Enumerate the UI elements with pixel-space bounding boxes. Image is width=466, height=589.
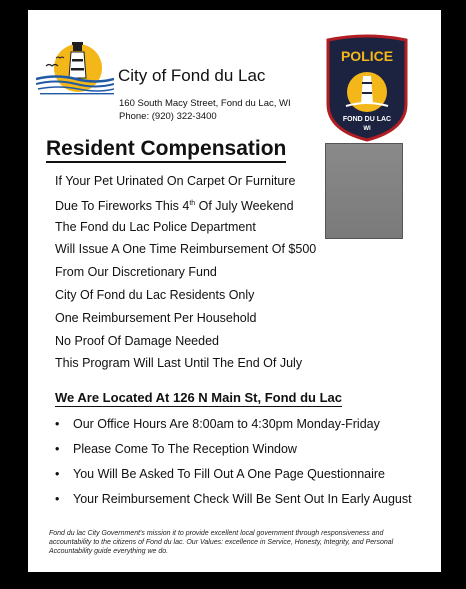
list-item-text: You Will Be Asked To Fill Out A One Page Questionnaire <box>73 467 385 481</box>
bullet-icon: • <box>55 492 60 506</box>
info-line: This Program Will Last Until The End Of July <box>55 356 303 371</box>
info-line: The Fond du Lac Police Department <box>55 219 256 234</box>
badge-state: WI <box>363 126 371 132</box>
info-lines <box>55 170 316 375</box>
badge-bottom-text: FOND DU LAC <box>342 116 392 123</box>
page-title: Resident Compensation <box>46 137 286 163</box>
list-item <box>55 462 412 487</box>
address: 160 South Macy Street, Fond du Lac, WI <box>119 98 291 109</box>
info-line: Will Issue A One Time Reimbursement Of $500 <box>55 242 317 257</box>
instructions-list <box>55 412 412 512</box>
bullet-icon: • <box>55 467 60 481</box>
info-line: If Your Pet Urinated On Carpet Or Furniture <box>55 174 296 188</box>
ordinal-suffix: th <box>189 199 196 207</box>
badge-top-text: POLICE <box>340 48 394 64</box>
police-badge-icon <box>324 34 410 142</box>
mission-footer: Fond du lac City Government's mission it to provide excellent local government through responsiveness and accountability to the citizens of Fond du lac. Our Values: excellence in Service, Honesty, Integrity, and Personal Accountability guide everything we do. <box>49 530 394 555</box>
list-item <box>55 437 412 462</box>
phone: Phone: (920) 322-3400 <box>119 111 217 122</box>
list-item-text: Please Come To The Reception Window <box>73 442 297 456</box>
bullet-icon: • <box>55 417 60 431</box>
city-name: City of Fond du Lac <box>118 66 266 85</box>
info-line: No Proof Of Damage Needed <box>55 333 219 348</box>
list-item-text: Your Reimbursement Check Will Be Sent Out In Early August <box>73 492 412 506</box>
info-line-text: Of July Weekend <box>195 198 294 213</box>
list-item <box>55 412 412 437</box>
info-line-text: Due To Fireworks This 4 <box>55 198 190 213</box>
lighthouse-logo-icon <box>36 32 114 98</box>
info-line <box>55 193 316 216</box>
flyer-page <box>28 10 441 572</box>
contact-block <box>119 97 291 123</box>
list-item-text: Our Office Hours Are 8:00am to 4:30pm Monday-Friday <box>73 417 380 431</box>
list-item <box>55 487 412 512</box>
info-line: City Of Fond du Lac Residents Only <box>55 287 255 302</box>
bullet-icon: • <box>55 442 60 456</box>
location-heading: We Are Located At 126 N Main St, Fond du Lac <box>55 390 343 405</box>
info-line: From Our Discretionary Fund <box>55 265 217 280</box>
info-line: One Reimbursement Per Household <box>55 310 257 325</box>
pet-photo-placeholder <box>325 143 403 239</box>
